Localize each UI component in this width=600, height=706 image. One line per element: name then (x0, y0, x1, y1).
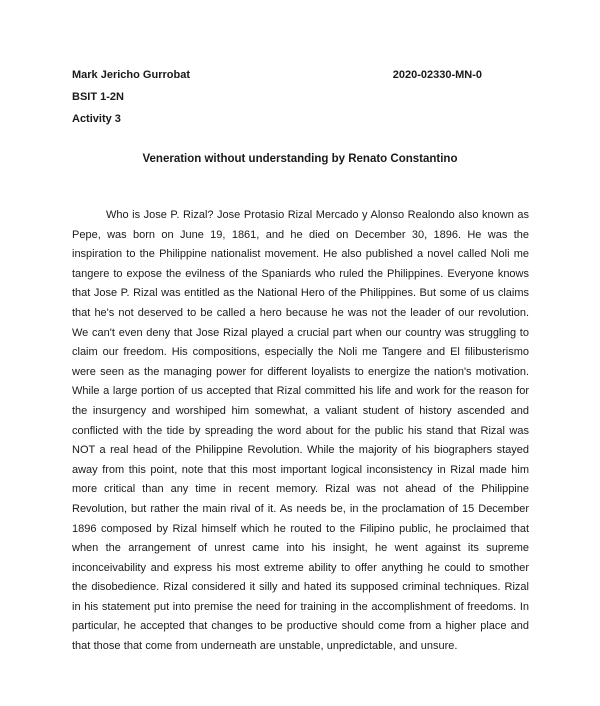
body-paragraph: Who is Jose P. Rizal? Jose Protasio Rizal Mercado y Alonso Realondo also known as Pepe, was born on June 19, 1861, and he died on December 30, 1896. He was the inspiration to the Philippine nationalist movement. He also published a novel called Noli me tangere to expose the evilness of the Spaniards who ruled the Philippines. Everyone knows that Jose P. Rizal was entitled as the National Hero of the Philippines. But some of us claims that he's not deserved to be called a hero because he was not the leader of our revolution. We can't even deny that Jose Rizal played a crucial part when our country was struggling to claim our freedom. His compositions, especially the Noli me Tangere and El filibusterismo were seen as the managing power for different loyalists to energize the nation's motivation. While a large portion of us accepted that Rizal committed his life and work for the reason for the insurgency and worshiped him somewhat, a valiant student of history ascended and conflicted with the tide by spreading the word about for the public his stand that Rizal was NOT a real head of the Philippine Revolution. While the majority of his biographers stayed away from this point, note that this most important logical inconsistency in Rizal made him more critical than any time in recent memory. Rizal was not ahead of the Philippine Revolution, but rather the main rival of it. As needs be, in the proclamation of 15 December 1896 composed by Rizal himself which he routed to the Filipino public, he proclaimed that when the arrangement of unrest came into his insight, he went against its supreme inconceivability and express his most extreme ability to offer anything he could to smother the disobedience. Rizal considered it silly and hated its supposed criminal techniques. Rizal in his statement put into premise the need for training in the accomplishment of freedoms. In particular, he accepted that changes to be productive should come from a higher place and that those that come from underneath are unstable, unpredictable, and unsure. (72, 209, 529, 653)
section-label: BSIT 1-2N (72, 91, 124, 103)
activity-line (72, 112, 482, 126)
document-title: Veneration without understanding by Renato Constantino (142, 153, 458, 165)
activity-label: Activity 3 (72, 113, 121, 125)
section-line (72, 90, 482, 104)
student-id: 2020-02330-MN-0 (392, 69, 482, 81)
author-name: Mark Jericho Gurrobat (72, 69, 190, 81)
author-line (72, 68, 482, 82)
